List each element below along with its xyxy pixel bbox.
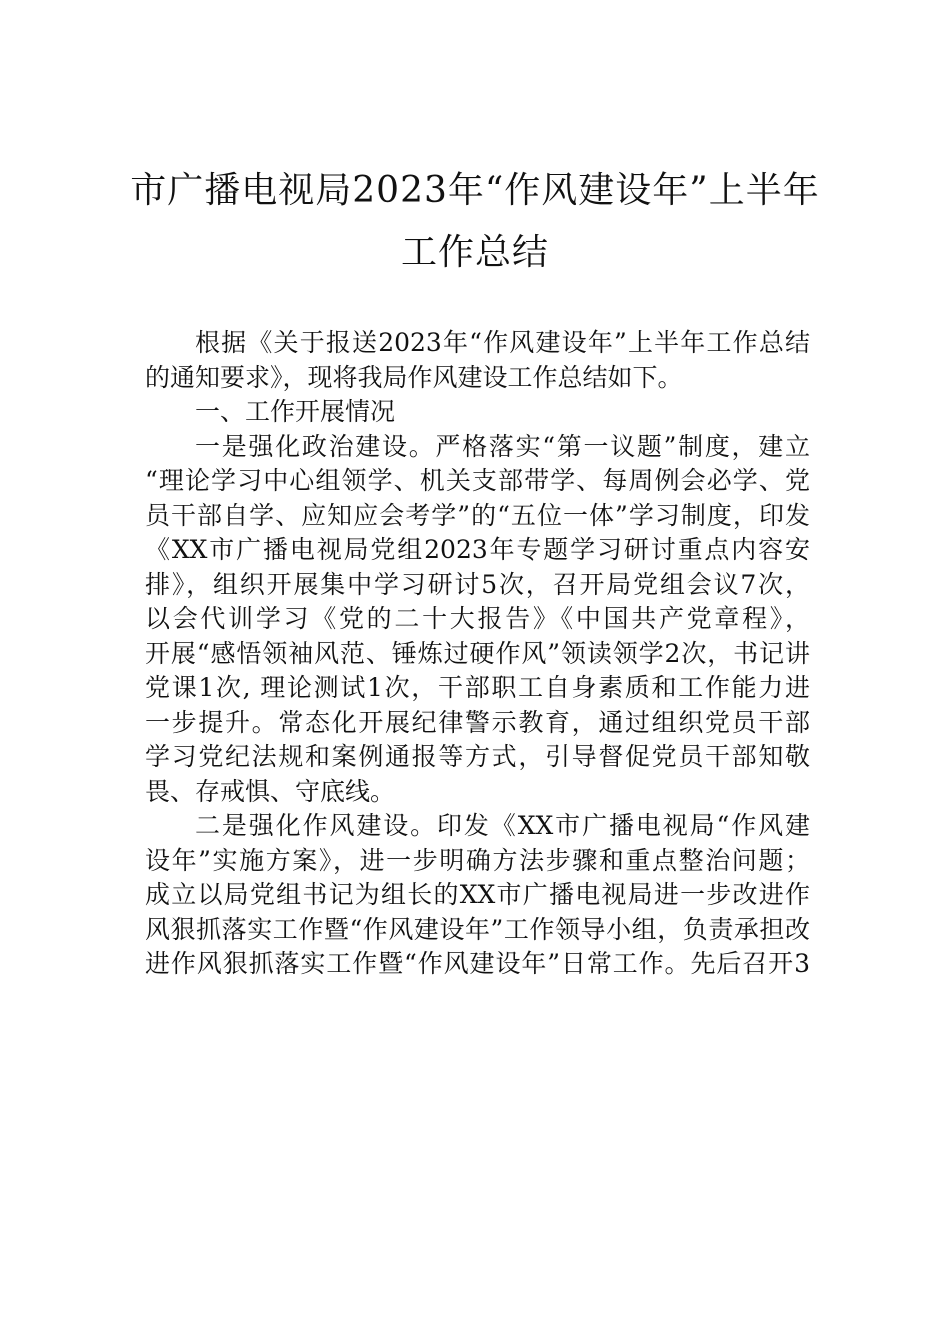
title-line-1: 市广播电视局2023年“作风建设年”上半年 — [130, 170, 820, 211]
text-line: 一步提升。常态化开展纪律警示教育，通过组织党员干部 — [145, 707, 810, 737]
text-line: 开展“感悟领袖风范、锤炼过硬作风”领读领学2次，书记讲 — [145, 638, 810, 668]
text-line: 进作风狠抓落实工作暨“作风建设年”日常工作。先后召开3 — [145, 949, 810, 978]
text-line: 设年”实施方案》，进一步明确方法步骤和重点整治问题； — [145, 845, 810, 875]
text-line: 以会代训学习《党的二十大报告》《中国共产党章程》， — [145, 604, 810, 633]
text-line: 根据《关于报送2023年“作风建设年”上半年工作总结 — [195, 328, 810, 357]
document-body — [145, 326, 810, 982]
paragraph-political-building — [145, 430, 810, 810]
text-line: 畏、存戒惧、守底线。 — [145, 776, 396, 806]
text-line: 一是强化政治建设。严格落实“第一议题”制度，建立 — [195, 431, 810, 461]
paragraph-intro — [145, 326, 810, 395]
text-line: “理论学习中心组领学、机关支部带学、每周例会必学、党 — [145, 466, 810, 495]
text-line: 排》，组织开展集中学习研讨5次，召开局党组会议7次， — [145, 569, 810, 599]
paragraph-style-building — [145, 809, 810, 982]
section-heading — [145, 395, 810, 430]
text-line: 一、工作开展情况 — [195, 397, 396, 426]
text-line: 员干部自学、应知应会考学”的“五位一体”学习制度，印发 — [145, 500, 810, 530]
title-line-2: 工作总结 — [400, 232, 549, 273]
text-line: 《XX市广播电视局党组2023年专题学习研讨重点内容安 — [145, 535, 810, 564]
text-line: 的通知要求》，现将我局作风建设工作总结如下。 — [145, 362, 683, 392]
text-line: 党课1次, 理论测试1次，干部职工自身素质和工作能力进 — [145, 673, 810, 702]
text-line: 成立以局党组书记为组长的XX市广播电视局进一步改进作 — [145, 880, 810, 909]
text-line: 学习党纪法规和案例通报等方式，引导督促党员干部知敬 — [145, 742, 810, 771]
document-title — [100, 160, 850, 284]
text-line: 风狠抓落实工作暨“作风建设年”工作领导小组，负责承担改 — [145, 914, 810, 944]
text-line: 二是强化作风建设。印发《XX市广播电视局“作风建 — [195, 811, 810, 840]
